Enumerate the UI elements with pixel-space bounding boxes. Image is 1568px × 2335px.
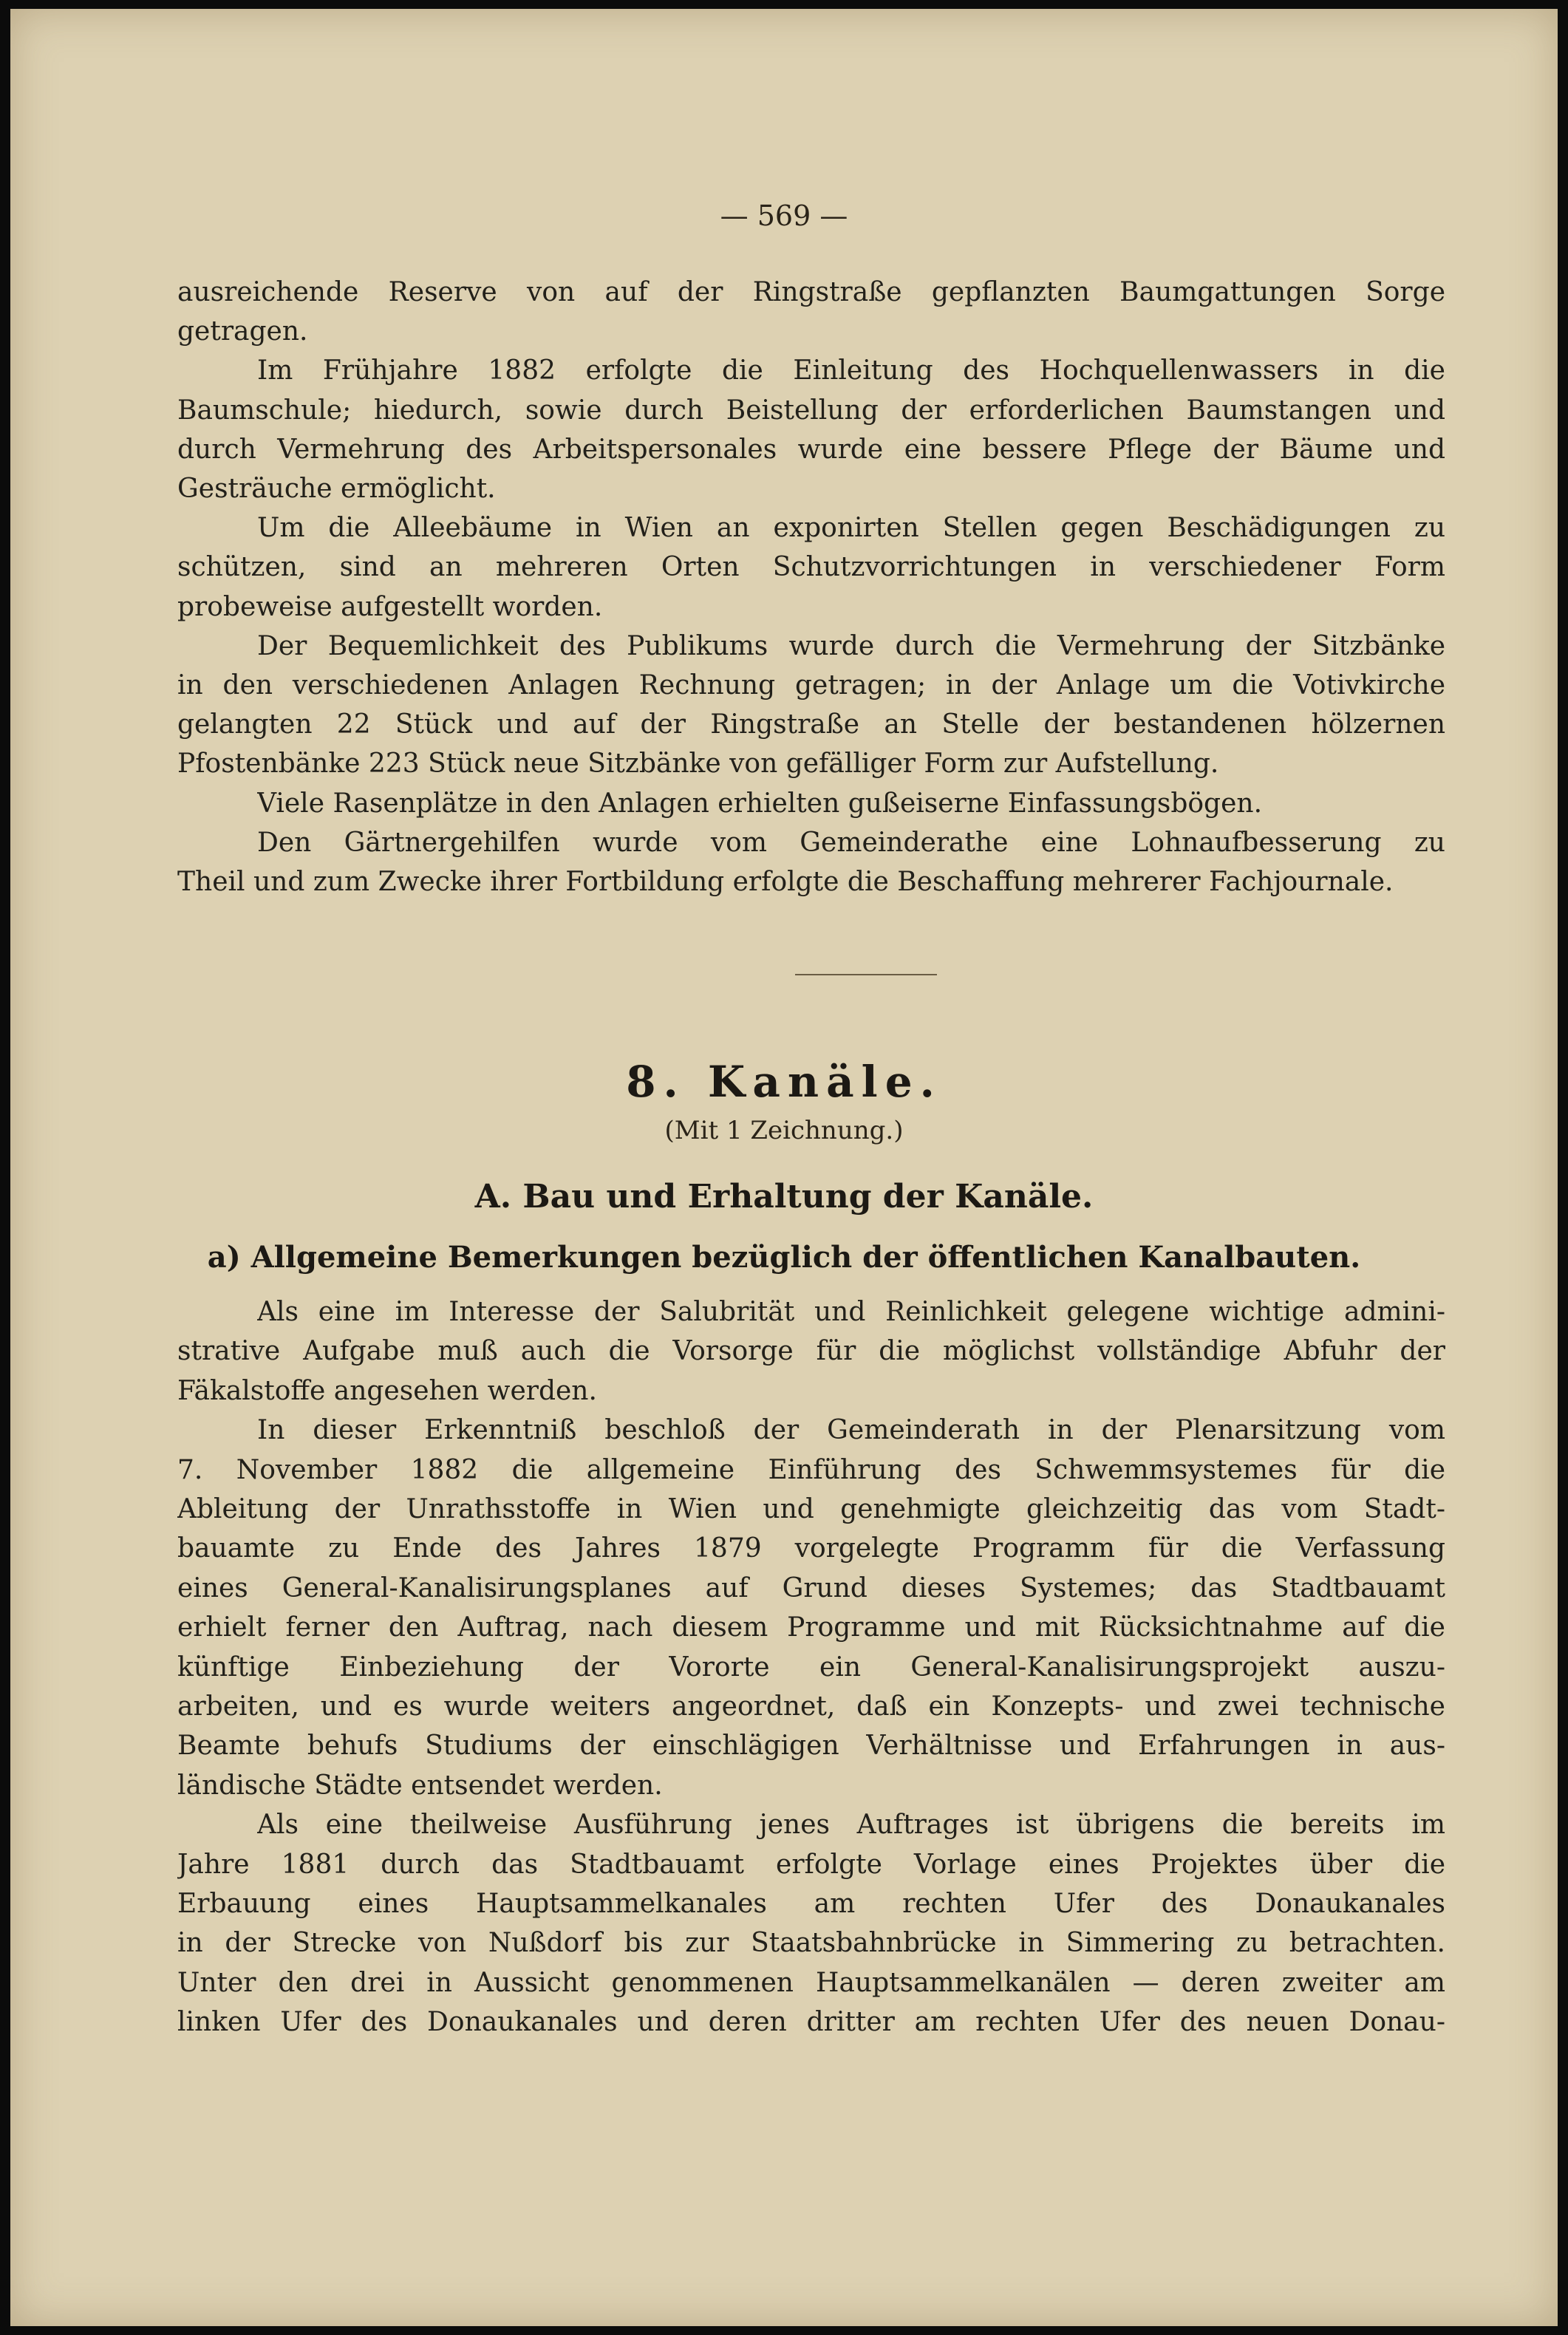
text-line: In dieser Erkenntniß beschloß der Gemeinderath in der Plenarsitzung vom: [257, 1415, 1445, 1446]
text-line: in der Strecke von Nußdorf bis zur Staatsbahnbrücke in Simmering zu betrachten.: [177, 1928, 1445, 1959]
text-line: Im Frühjahre 1882 erfolgte die Einleitung des Hochquellenwassers in die: [257, 355, 1445, 386]
section-title: 8. Kanäle.: [626, 1057, 942, 1107]
section-divider: [795, 974, 937, 975]
text-line: durch Vermehrung des Arbeitspersonales wurde eine bessere Pflege der Bäume und: [177, 434, 1445, 465]
text-line: Theil und zum Zwecke ihrer Fortbildung erfolgte die Beschaffung mehrerer Fachjournale.: [177, 867, 1394, 897]
text-line: Erbauung eines Hauptsammelkanales am rechten Ufer des Donaukanales: [177, 1889, 1445, 1919]
text-line: Den Gärtnergehilfen wurde vom Gemeinderathe eine Lohnaufbesserung zu: [257, 827, 1445, 858]
text-line: Fäkalstoffe angesehen werden.: [177, 1375, 597, 1406]
text-line: Pfostenbänke 223 Stück neue Sitzbänke von gefälliger Form zur Aufstellung.: [177, 749, 1219, 780]
text-line: erhielt ferner den Auftrag, nach diesem Programme und mit Rücksichtnahme auf die: [177, 1612, 1445, 1643]
text-line: arbeiten, und es wurde weiters angeordnet, daß ein Konzepts- und zwei technische: [177, 1691, 1445, 1722]
text-line: gelangten 22 Stück und auf der Ringstraße an Stelle der bestandenen hölzernen: [177, 709, 1445, 740]
text-line: linken Ufer des Donaukanales und deren dritter am rechten Ufer des neuen Donau-: [177, 2007, 1445, 2038]
text-line: Ableitung der Unrathsstoffe in Wien und genehmigte gleichzeitig das vom Stadt-: [177, 1494, 1445, 1524]
page-number: — 569 —: [720, 200, 848, 232]
heading-a: A. Bau und Erhaltung der Kanäle.: [474, 1178, 1094, 1216]
text-line: Um die Alleebäume in Wien an exponirten Stellen gegen Beschädigungen zu: [257, 513, 1445, 544]
text-line: Gesträuche ermöglicht.: [177, 474, 496, 504]
text-line: eines General-Kanalisirungsplanes auf Grund dieses Systemes; das Stadtbauamt: [177, 1572, 1445, 1603]
text-line: Als eine theilweise Ausführung jenes Auftrages ist übrigens die bereits im: [257, 1810, 1445, 1841]
text-line: getragen.: [177, 316, 308, 347]
text-line: Jahre 1881 durch das Stadtbauamt erfolgte Vorlage eines Projektes über die: [177, 1849, 1445, 1880]
text-line: strative Aufgabe muß auch die Vorsorge für die möglichst vollständige Abfuhr der: [177, 1336, 1445, 1367]
text-line: bauamte zu Ende des Jahres 1879 vorgelegte Programm für die Verfassung: [177, 1533, 1445, 1564]
text-line: Unter den drei in Aussicht genommenen Hauptsammelkanälen — deren zweiter am: [177, 1967, 1445, 1998]
text-line: ländische Städte entsendet werden.: [177, 1770, 663, 1801]
text-line: Der Bequemlichkeit des Publikums wurde durch die Vermehrung der Sitzbänke: [257, 630, 1445, 661]
text-line: Als eine im Interesse der Salubrität und Reinlichkeit gelegene wichtige admini-: [257, 1297, 1445, 1327]
section-subtitle: (Mit 1 Zeichnung.): [664, 1116, 904, 1145]
text-line: Beamte behufs Studiums der einschlägigen Verhältnisse und Erfahrungen in aus-: [177, 1731, 1445, 1762]
text-line: in den verschiedenen Anlagen Rechnung getragen; in der Anlage um die Votivkirche: [177, 670, 1445, 700]
heading-b: a) Allgemeine Bemerkungen bezüglich der öffentlichen Kanalbauten.: [207, 1240, 1361, 1275]
text-line: Baumschule; hiedurch, sowie durch Beistellung der erforderlichen Baumstangen und: [177, 395, 1445, 426]
text-line: ausreichende Reserve von auf der Ringstraße gepflanzten Baumgattungen Sorge: [177, 277, 1445, 307]
text-line: schützen, sind an mehreren Orten Schutzvorrichtungen in verschiedener Form: [177, 552, 1445, 583]
text-line: 7. November 1882 die allgemeine Einführung des Schwemmsystemes für die: [177, 1454, 1445, 1485]
text-line: künftige Einbeziehung der Vororte ein General-Kanalisirungsprojekt auszu-: [177, 1651, 1445, 1683]
document-page: [10, 9, 1558, 2326]
text-line: probeweise aufgestellt worden.: [177, 591, 603, 622]
text-line: Viele Rasenplätze in den Anlagen erhielten gußeiserne Einfassungsbögen.: [257, 788, 1263, 819]
